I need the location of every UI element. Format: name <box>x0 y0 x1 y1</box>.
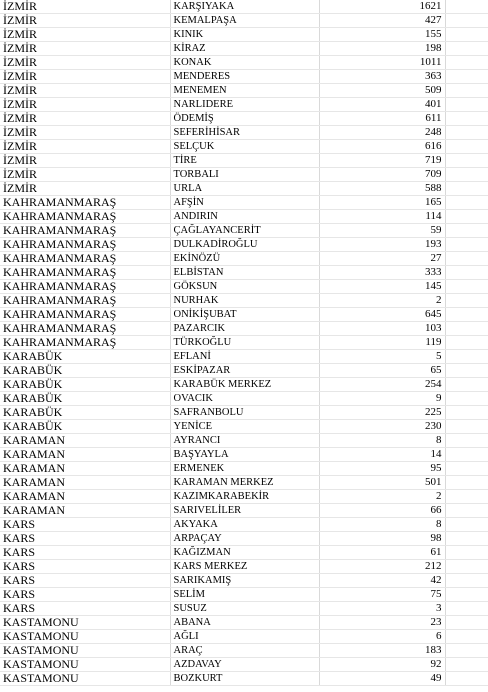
province-cell[interactable]: KARABÜK <box>0 420 170 434</box>
table-row <box>0 140 488 154</box>
province-cell[interactable]: KARS <box>0 532 170 546</box>
district-cell[interactable]: TÜRKOĞLU <box>170 336 319 350</box>
table-row <box>0 252 488 266</box>
value-cell[interactable]: 501 <box>319 476 445 490</box>
value-cell[interactable]: 59 <box>319 224 445 238</box>
province-cell[interactable]: KARAMAN <box>0 504 170 518</box>
district-cell[interactable]: KARAMAN MERKEZ <box>170 476 319 490</box>
empty-cell[interactable] <box>445 672 488 686</box>
value-cell[interactable]: 66 <box>319 504 445 518</box>
value-cell[interactable]: 333 <box>319 266 445 280</box>
district-cell[interactable]: KEMALPAŞA <box>170 14 319 28</box>
table-row <box>0 602 488 616</box>
district-cell[interactable]: ELBİSTAN <box>170 266 319 280</box>
value-cell[interactable]: 509 <box>319 84 445 98</box>
table-row <box>0 224 488 238</box>
province-cell[interactable]: İZMİR <box>0 182 170 196</box>
district-cell[interactable]: KONAK <box>170 56 319 70</box>
district-cell[interactable]: ANDIRIN <box>170 210 319 224</box>
province-cell[interactable]: KARAMAN <box>0 490 170 504</box>
value-cell[interactable]: 645 <box>319 308 445 322</box>
table-row <box>0 490 488 504</box>
empty-cell[interactable] <box>445 476 488 490</box>
value-cell[interactable]: 719 <box>319 154 445 168</box>
province-cell[interactable]: İZMİR <box>0 98 170 112</box>
table-row <box>0 42 488 56</box>
empty-cell[interactable] <box>445 98 488 112</box>
table-row <box>0 672 488 686</box>
value-cell[interactable]: 9 <box>319 392 445 406</box>
district-cell[interactable]: MENEMEN <box>170 84 319 98</box>
table-row <box>0 112 488 126</box>
empty-cell[interactable] <box>445 448 488 462</box>
empty-cell[interactable] <box>445 602 488 616</box>
district-cell[interactable]: NARLIDERE <box>170 98 319 112</box>
empty-cell[interactable] <box>445 0 488 14</box>
province-cell[interactable]: KAHRAMANMARAŞ <box>0 322 170 336</box>
empty-cell[interactable] <box>445 140 488 154</box>
empty-cell[interactable] <box>445 182 488 196</box>
empty-cell[interactable] <box>445 14 488 28</box>
table-row <box>0 154 488 168</box>
empty-cell[interactable] <box>445 588 488 602</box>
empty-cell[interactable] <box>445 42 488 56</box>
empty-cell[interactable] <box>445 28 488 42</box>
table-row <box>0 238 488 252</box>
table-row <box>0 658 488 672</box>
empty-cell[interactable] <box>445 56 488 70</box>
empty-cell[interactable] <box>445 532 488 546</box>
value-cell[interactable]: 611 <box>319 112 445 126</box>
empty-cell[interactable] <box>445 560 488 574</box>
value-cell[interactable]: 254 <box>319 378 445 392</box>
value-cell[interactable]: 401 <box>319 98 445 112</box>
table-row <box>0 84 488 98</box>
value-cell[interactable]: 165 <box>319 196 445 210</box>
value-cell[interactable]: 119 <box>319 336 445 350</box>
value-cell[interactable]: 92 <box>319 658 445 672</box>
province-cell[interactable]: KARS <box>0 602 170 616</box>
province-cell[interactable]: İZMİR <box>0 126 170 140</box>
province-cell[interactable]: KARAMAN <box>0 476 170 490</box>
empty-cell[interactable] <box>445 126 488 140</box>
district-cell[interactable]: TİRE <box>170 154 319 168</box>
province-cell[interactable]: KASTAMONU <box>0 616 170 630</box>
empty-cell[interactable] <box>445 266 488 280</box>
table-row <box>0 462 488 476</box>
empty-cell[interactable] <box>445 490 488 504</box>
value-cell[interactable]: 61 <box>319 546 445 560</box>
table-row <box>0 504 488 518</box>
province-cell[interactable]: KARAMAN <box>0 462 170 476</box>
value-cell[interactable]: 183 <box>319 644 445 658</box>
empty-cell[interactable] <box>445 252 488 266</box>
province-cell[interactable]: KASTAMONU <box>0 644 170 658</box>
province-cell[interactable]: KAHRAMANMARAŞ <box>0 238 170 252</box>
empty-cell[interactable] <box>445 308 488 322</box>
table-row <box>0 630 488 644</box>
district-cell[interactable]: ARAÇ <box>170 644 319 658</box>
district-cell[interactable]: AYRANCI <box>170 434 319 448</box>
table-row <box>0 392 488 406</box>
value-cell[interactable]: 193 <box>319 238 445 252</box>
value-cell[interactable]: 155 <box>319 28 445 42</box>
table-row <box>0 266 488 280</box>
table-row <box>0 280 488 294</box>
table-row <box>0 434 488 448</box>
value-cell[interactable]: 1621 <box>319 0 445 14</box>
value-cell[interactable]: 212 <box>319 560 445 574</box>
district-cell[interactable]: KİRAZ <box>170 42 319 56</box>
province-cell[interactable]: KARS <box>0 546 170 560</box>
empty-cell[interactable] <box>445 420 488 434</box>
province-cell[interactable]: KASTAMONU <box>0 658 170 672</box>
table-row <box>0 364 488 378</box>
district-cell[interactable]: YENİCE <box>170 420 319 434</box>
value-cell[interactable]: 145 <box>319 280 445 294</box>
table-row <box>0 574 488 588</box>
district-cell[interactable]: EFLANİ <box>170 350 319 364</box>
province-cell[interactable]: KARABÜK <box>0 392 170 406</box>
province-cell[interactable]: KASTAMONU <box>0 672 170 686</box>
value-cell[interactable]: 8 <box>319 518 445 532</box>
table-row <box>0 644 488 658</box>
value-cell[interactable]: 230 <box>319 420 445 434</box>
table-row <box>0 70 488 84</box>
value-cell[interactable]: 2 <box>319 294 445 308</box>
province-cell[interactable]: KAHRAMANMARAŞ <box>0 294 170 308</box>
value-cell[interactable]: 95 <box>319 462 445 476</box>
province-cell[interactable]: KASTAMONU <box>0 630 170 644</box>
empty-cell[interactable] <box>445 462 488 476</box>
table-row <box>0 378 488 392</box>
province-cell[interactable]: KAHRAMANMARAŞ <box>0 308 170 322</box>
empty-cell[interactable] <box>445 322 488 336</box>
empty-cell[interactable] <box>445 630 488 644</box>
province-cell[interactable]: İZMİR <box>0 112 170 126</box>
table-row <box>0 56 488 70</box>
province-cell[interactable]: İZMİR <box>0 70 170 84</box>
district-cell[interactable]: KAZIMKARABEKİR <box>170 490 319 504</box>
value-cell[interactable]: 588 <box>319 182 445 196</box>
district-cell[interactable]: SAFRANBOLU <box>170 406 319 420</box>
value-cell[interactable]: 427 <box>319 14 445 28</box>
district-cell[interactable]: TORBALI <box>170 168 319 182</box>
empty-cell[interactable] <box>445 378 488 392</box>
value-cell[interactable]: 8 <box>319 434 445 448</box>
table-row <box>0 28 488 42</box>
province-cell[interactable]: KARABÜK <box>0 364 170 378</box>
province-cell[interactable]: İZMİR <box>0 14 170 28</box>
empty-cell[interactable] <box>445 84 488 98</box>
value-cell[interactable]: 198 <box>319 42 445 56</box>
province-cell[interactable]: KARABÜK <box>0 350 170 364</box>
empty-cell[interactable] <box>445 336 488 350</box>
district-cell[interactable]: ÖDEMİŞ <box>170 112 319 126</box>
table-row <box>0 126 488 140</box>
value-cell[interactable]: 65 <box>319 364 445 378</box>
table-row <box>0 168 488 182</box>
table-row <box>0 336 488 350</box>
province-cell[interactable]: İZMİR <box>0 84 170 98</box>
value-cell[interactable]: 709 <box>319 168 445 182</box>
district-cell[interactable]: ÇAĞLAYANCERİT <box>170 224 319 238</box>
province-cell[interactable]: KAHRAMANMARAŞ <box>0 280 170 294</box>
province-cell[interactable]: KARS <box>0 588 170 602</box>
province-cell[interactable]: İZMİR <box>0 0 170 14</box>
district-cell[interactable]: ARPAÇAY <box>170 532 319 546</box>
district-cell[interactable]: AFŞİN <box>170 196 319 210</box>
table-row <box>0 308 488 322</box>
district-cell[interactable]: OVACIK <box>170 392 319 406</box>
empty-cell[interactable] <box>445 210 488 224</box>
table-row <box>0 532 488 546</box>
district-cell[interactable]: DULKADİROĞLU <box>170 238 319 252</box>
table-row <box>0 406 488 420</box>
district-cell[interactable]: SELİM <box>170 588 319 602</box>
empty-cell[interactable] <box>445 196 488 210</box>
district-cell[interactable]: KINIK <box>170 28 319 42</box>
value-cell[interactable]: 363 <box>319 70 445 84</box>
table-row <box>0 196 488 210</box>
empty-cell[interactable] <box>445 280 488 294</box>
province-cell[interactable]: İZMİR <box>0 140 170 154</box>
province-cell[interactable]: KARAMAN <box>0 448 170 462</box>
value-cell[interactable]: 248 <box>319 126 445 140</box>
province-cell[interactable]: KAHRAMANMARAŞ <box>0 210 170 224</box>
province-cell[interactable]: İZMİR <box>0 56 170 70</box>
empty-cell[interactable] <box>445 350 488 364</box>
empty-cell[interactable] <box>445 392 488 406</box>
table-row <box>0 448 488 462</box>
table-row <box>0 294 488 308</box>
table-row <box>0 350 488 364</box>
district-cell[interactable]: KARS MERKEZ <box>170 560 319 574</box>
table-row <box>0 518 488 532</box>
value-cell[interactable]: 1011 <box>319 56 445 70</box>
table-row <box>0 182 488 196</box>
district-cell[interactable]: SUSUZ <box>170 602 319 616</box>
empty-cell[interactable] <box>445 364 488 378</box>
empty-cell[interactable] <box>445 154 488 168</box>
district-cell[interactable]: ESKİPAZAR <box>170 364 319 378</box>
district-cell[interactable]: SEFERİHİSAR <box>170 126 319 140</box>
district-cell[interactable]: KAĞIZMAN <box>170 546 319 560</box>
value-cell[interactable]: 49 <box>319 672 445 686</box>
empty-cell[interactable] <box>445 224 488 238</box>
province-cell[interactable]: KARABÜK <box>0 406 170 420</box>
district-cell[interactable]: NURHAK <box>170 294 319 308</box>
district-cell[interactable]: URLA <box>170 182 319 196</box>
empty-cell[interactable] <box>445 238 488 252</box>
province-cell[interactable]: KAHRAMANMARAŞ <box>0 224 170 238</box>
value-cell[interactable]: 6 <box>319 630 445 644</box>
province-cell[interactable]: İZMİR <box>0 154 170 168</box>
province-cell[interactable]: KARS <box>0 574 170 588</box>
table-row <box>0 588 488 602</box>
province-cell[interactable]: KARABÜK <box>0 378 170 392</box>
province-cell[interactable]: KAHRAMANMARAŞ <box>0 336 170 350</box>
value-cell[interactable]: 75 <box>319 588 445 602</box>
province-cell[interactable]: KAHRAMANMARAŞ <box>0 252 170 266</box>
province-cell[interactable]: KAHRAMANMARAŞ <box>0 266 170 280</box>
table-row <box>0 420 488 434</box>
province-cell[interactable]: İZMİR <box>0 28 170 42</box>
district-cell[interactable]: SARIVELİLER <box>170 504 319 518</box>
table-row <box>0 0 488 14</box>
value-cell[interactable]: 98 <box>319 532 445 546</box>
district-cell[interactable]: EKİNÖZÜ <box>170 252 319 266</box>
table-row <box>0 210 488 224</box>
empty-cell[interactable] <box>445 70 488 84</box>
table-row <box>0 546 488 560</box>
district-cell[interactable]: AĞLI <box>170 630 319 644</box>
value-cell[interactable]: 23 <box>319 616 445 630</box>
province-cell[interactable]: İZMİR <box>0 42 170 56</box>
empty-cell[interactable] <box>445 294 488 308</box>
value-cell[interactable]: 5 <box>319 350 445 364</box>
province-cell[interactable]: KAHRAMANMARAŞ <box>0 196 170 210</box>
value-cell[interactable]: 3 <box>319 602 445 616</box>
district-cell[interactable]: ABANA <box>170 616 319 630</box>
value-cell[interactable]: 27 <box>319 252 445 266</box>
empty-cell[interactable] <box>445 574 488 588</box>
empty-cell[interactable] <box>445 616 488 630</box>
district-cell[interactable]: KARŞIYAKA <box>170 0 319 14</box>
table-row <box>0 476 488 490</box>
empty-cell[interactable] <box>445 518 488 532</box>
empty-cell[interactable] <box>445 504 488 518</box>
value-cell[interactable]: 114 <box>319 210 445 224</box>
table-row <box>0 616 488 630</box>
district-cell[interactable]: AZDAVAY <box>170 658 319 672</box>
table-row <box>0 14 488 28</box>
table-row <box>0 98 488 112</box>
value-cell[interactable]: 616 <box>319 140 445 154</box>
district-cell[interactable]: PAZARCIK <box>170 322 319 336</box>
empty-cell[interactable] <box>445 434 488 448</box>
district-cell[interactable]: ONİKİŞUBAT <box>170 308 319 322</box>
value-cell[interactable]: 103 <box>319 322 445 336</box>
district-cell[interactable]: MENDERES <box>170 70 319 84</box>
district-cell[interactable]: GÖKSUN <box>170 280 319 294</box>
value-cell[interactable]: 2 <box>319 490 445 504</box>
district-cell[interactable]: ERMENEK <box>170 462 319 476</box>
district-cell[interactable]: BOZKURT <box>170 672 319 686</box>
value-cell[interactable]: 225 <box>319 406 445 420</box>
district-cell[interactable]: SELÇUK <box>170 140 319 154</box>
table-row <box>0 322 488 336</box>
empty-cell[interactable] <box>445 546 488 560</box>
empty-cell[interactable] <box>445 658 488 672</box>
province-cell[interactable]: KARS <box>0 560 170 574</box>
province-cell[interactable]: KARAMAN <box>0 434 170 448</box>
province-cell[interactable]: KARS <box>0 518 170 532</box>
district-cell[interactable]: SARIKAMIŞ <box>170 574 319 588</box>
district-cell[interactable]: AKYAKA <box>170 518 319 532</box>
district-cell[interactable]: BAŞYAYLA <box>170 448 319 462</box>
value-cell[interactable]: 42 <box>319 574 445 588</box>
empty-cell[interactable] <box>445 406 488 420</box>
empty-cell[interactable] <box>445 112 488 126</box>
value-cell[interactable]: 14 <box>319 448 445 462</box>
table-row <box>0 560 488 574</box>
district-cell[interactable]: KARABÜK MERKEZ <box>170 378 319 392</box>
empty-cell[interactable] <box>445 168 488 182</box>
empty-cell[interactable] <box>445 644 488 658</box>
province-cell[interactable]: İZMİR <box>0 168 170 182</box>
